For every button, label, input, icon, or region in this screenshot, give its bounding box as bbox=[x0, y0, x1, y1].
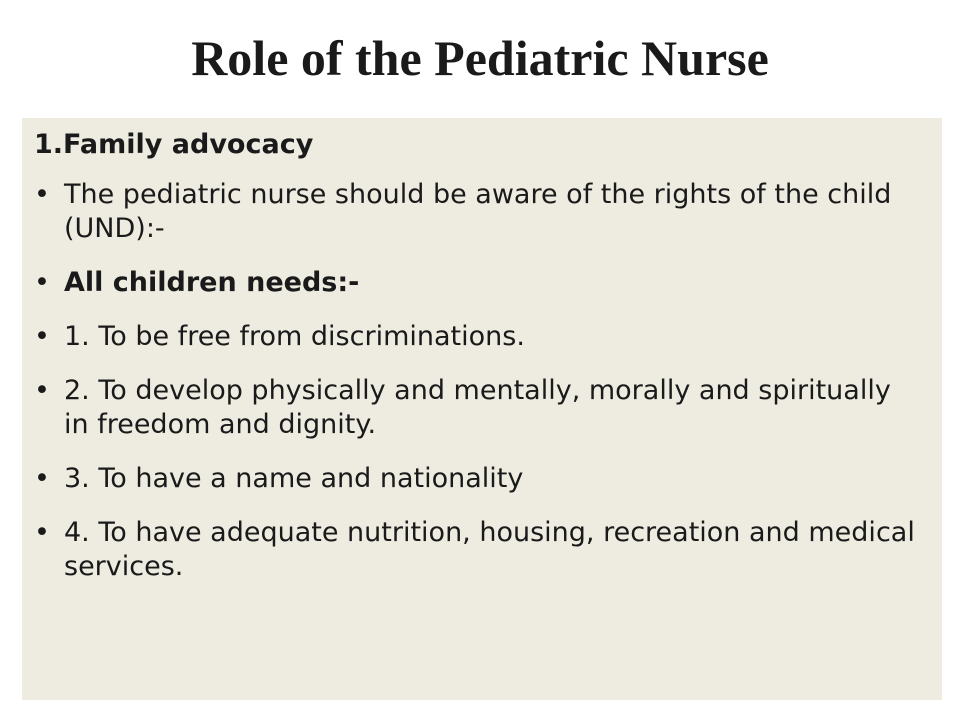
bullet-item-need-4 bbox=[34, 516, 922, 584]
bullet-text: The pediatric nurse should be aware of the rights of the child (UND):- bbox=[64, 179, 892, 244]
bullet-dot-icon: • bbox=[34, 321, 50, 352]
bullet-list bbox=[34, 178, 922, 584]
bullet-item-need-2 bbox=[34, 374, 922, 442]
bullet-text: 4. To have adequate nutrition, housing, recreation and medical services. bbox=[64, 517, 915, 582]
bullet-dot-icon: • bbox=[34, 517, 50, 548]
bullet-text: 3. To have a name and nationality bbox=[64, 463, 524, 494]
bullet-text: All children needs:- bbox=[64, 267, 360, 298]
bullet-dot-icon: • bbox=[34, 463, 50, 494]
slide-title: Role of the Pediatric Nurse bbox=[191, 30, 769, 86]
bullet-dot-icon: • bbox=[34, 267, 50, 298]
bullet-item-children-needs bbox=[34, 266, 922, 300]
bullet-item-need-1 bbox=[34, 320, 922, 354]
content-box bbox=[22, 118, 942, 700]
section-heading: 1.Family advocacy bbox=[34, 129, 314, 160]
bullet-text: 2. To develop physically and mentally, morally and spiritually in freedom and dignity. bbox=[64, 375, 891, 440]
bullet-text: 1. To be free from discriminations. bbox=[64, 321, 525, 352]
bullet-item-need-3 bbox=[34, 462, 922, 496]
bullet-item-rights-awareness bbox=[34, 178, 922, 246]
bullet-dot-icon: • bbox=[34, 179, 50, 210]
bullet-dot-icon: • bbox=[34, 375, 50, 406]
